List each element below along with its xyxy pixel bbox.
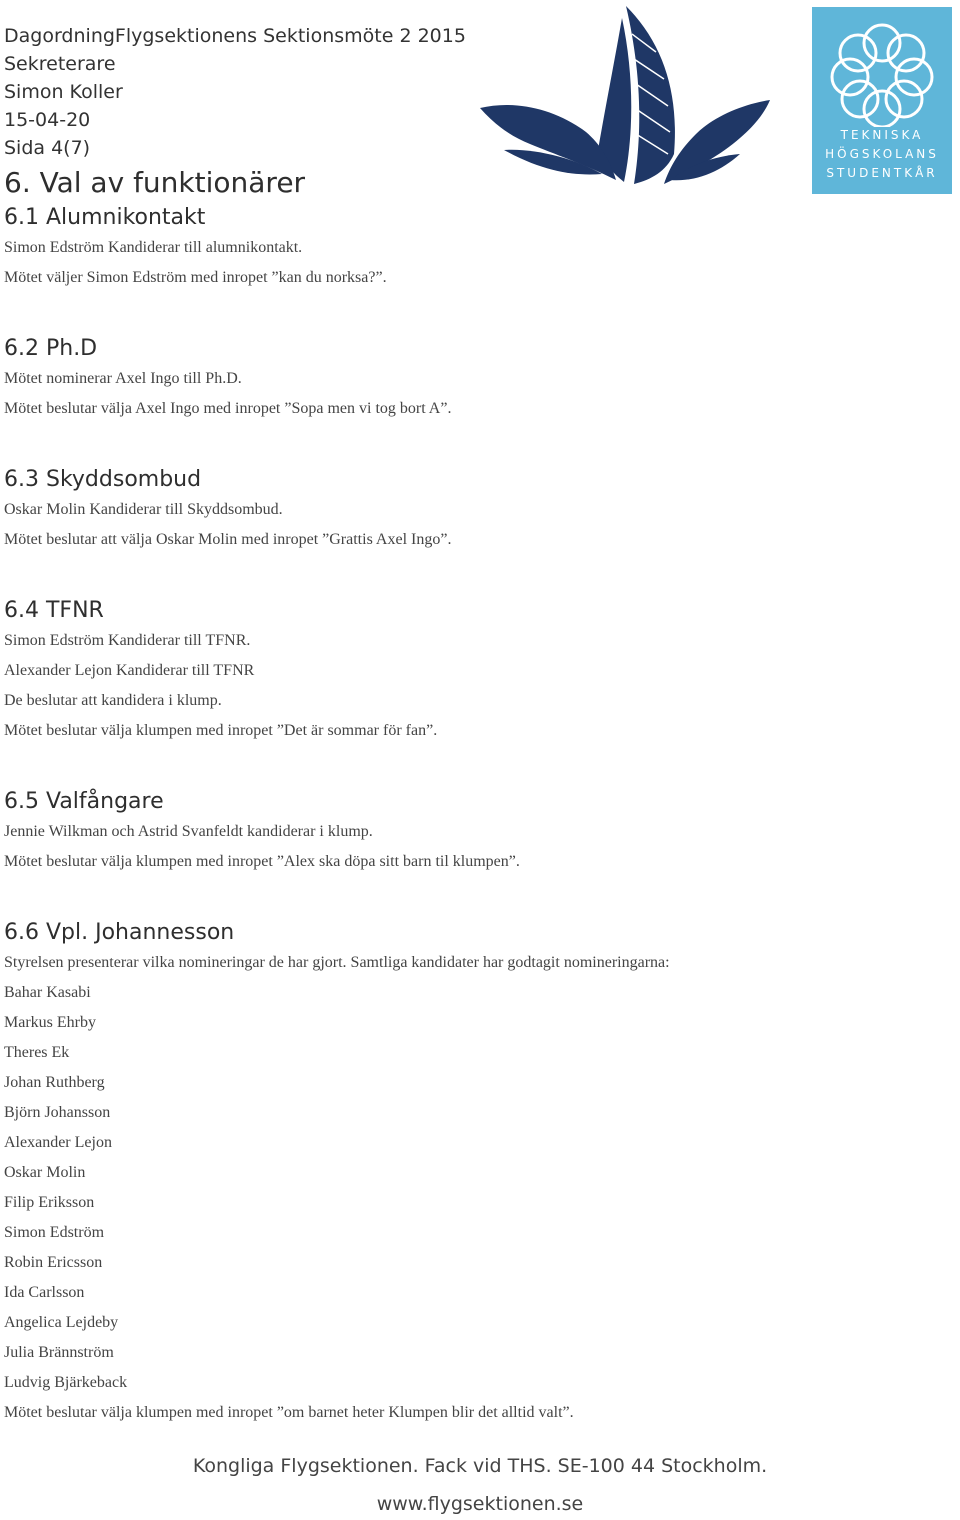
document-header — [4, 22, 466, 200]
paragraph-line: Simon Edström Kandiderar till TFNR. — [4, 632, 251, 649]
paragraph-line: Alexander Lejon Kandiderar till TFNR — [4, 662, 255, 679]
paragraph-line: Mötet beslutar välja klumpen med inropet ”Det är sommar för fan”. — [4, 722, 438, 739]
ths-text-line2: HÖGSKOLANS — [825, 147, 939, 161]
paragraph-line: Mötet väljer Simon Edström med inropet ”kan du norksa?”. — [4, 269, 387, 286]
ths-text-line1: TEKNISKA — [840, 128, 924, 142]
nominee-name: Ludvig Bjärkeback — [4, 1374, 128, 1391]
paragraph-line: De beslutar att kandidera i klump. — [4, 692, 222, 709]
paragraph-line: Oskar Molin Kandiderar till Skyddsombud. — [4, 501, 283, 518]
header-agenda-title: DagordningFlygsektionens Sektionsmöte 2 2015 — [4, 25, 466, 47]
section-heading: 6.2 Ph.D — [4, 336, 98, 361]
section-heading: 6.5 Valfångare — [4, 789, 164, 814]
paragraph-line: Mötet beslutar välja Axel Ingo med inropet ”Sopa men vi tog bort A”. — [4, 400, 452, 417]
header-author: Simon Koller — [4, 81, 123, 103]
nominee-name: Bahar Kasabi — [4, 984, 91, 1001]
nominee-name: Filip Eriksson — [4, 1194, 95, 1211]
ths-rings-icon — [812, 7, 952, 127]
paragraph-line: Simon Edström Kandiderar till alumnikontakt. — [4, 239, 303, 256]
section-heading: 6.1 Alumnikontakt — [4, 205, 206, 230]
flygsektionen-boat-logo — [474, 4, 774, 190]
paragraph-line: Mötet nominerar Axel Ingo till Ph.D. — [4, 370, 242, 387]
document-body — [4, 203, 944, 1469]
paragraph-line: Styrelsen presenterar vilka nomineringar de har gjort. Samtliga kandidater har godtagit nomineringarna: — [4, 954, 670, 971]
nominee-name: Johan Ruthberg — [4, 1074, 105, 1091]
ths-text-line3: STUDENTKÅR — [826, 166, 938, 180]
section-tfnr — [4, 596, 944, 746]
nominee-name: Angelica Lejdeby — [4, 1314, 119, 1331]
section-skyddsombud — [4, 465, 944, 555]
paragraph-line: Mötet beslutar välja klumpen med inropet ”om barnet heter Klumpen blir det alltid valt”. — [4, 1404, 574, 1421]
section-vpl-johannesson — [4, 918, 944, 1428]
page-title: 6. Val av funktionärer — [4, 166, 306, 199]
section-valfangare — [4, 787, 944, 877]
nominee-name: Ida Carlsson — [4, 1284, 85, 1301]
paragraph-line: Jennie Wilkman och Astrid Svanfeldt kandiderar i klump. — [4, 823, 373, 840]
nominee-name: Alexander Lejon — [4, 1134, 112, 1151]
footer-address: Kongliga Flygsektionen. Fack vid THS. SE-100 44 Stockholm. — [192, 1455, 768, 1477]
nominee-name: Theres Ek — [4, 1044, 70, 1061]
header-page-number: Sida 4(7) — [4, 137, 91, 159]
ths-logo — [812, 7, 952, 194]
nominee-name: Oskar Molin — [4, 1164, 86, 1181]
nominee-name: Markus Ehrby — [4, 1014, 96, 1031]
section-phd — [4, 334, 944, 424]
footer-website-link[interactable]: www.flygsektionen.se — [376, 1493, 584, 1515]
header-date: 15-04-20 — [4, 109, 91, 131]
nominee-name: Björn Johansson — [4, 1104, 111, 1121]
section-heading: 6.4 TFNR — [4, 598, 104, 623]
paragraph-line: Mötet beslutar att välja Oskar Molin med inropet ”Grattis Axel Ingo”. — [4, 531, 452, 548]
section-heading: 6.3 Skyddsombud — [4, 467, 202, 492]
nominee-name: Simon Edström — [4, 1224, 105, 1241]
nominee-name: Julia Brännström — [4, 1344, 114, 1361]
header-role: Sekreterare — [4, 53, 116, 75]
paragraph-line: Mötet beslutar välja klumpen med inropet ”Alex ska döpa sitt barn til klumpen”. — [4, 853, 520, 870]
section-alumnikontakt — [4, 203, 944, 293]
nominee-name: Robin Ericsson — [4, 1254, 103, 1271]
section-heading: 6.6 Vpl. Johannesson — [4, 920, 235, 945]
